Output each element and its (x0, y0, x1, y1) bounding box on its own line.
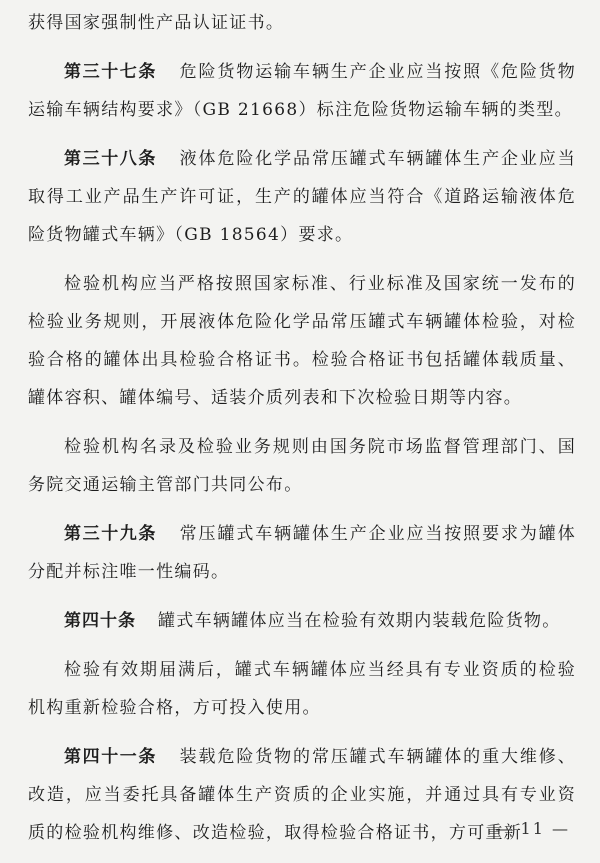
article-38 (28, 140, 576, 254)
article-heading: 第三十八条 (64, 149, 158, 169)
article-40 (28, 602, 576, 640)
paragraph-text: 装载危险货物的常压罐式车辆罐体的重大维修、改造，应当委托具备罐体生产资质的企业实施，并通过具有专业资质的检验机构维修、改造检验，取得检验合格证书，方可重新 (28, 747, 577, 843)
paragraph-continuation (28, 4, 576, 42)
paragraph-text: 检验机构名录及检验业务规则由国务院市场监督管理部门、国务院交通运输主管部门共同公布。 (28, 437, 576, 495)
article-heading: 第四十一条 (64, 747, 158, 767)
article-38-paragraph-3 (28, 428, 576, 504)
paragraph-text: 罐式车辆罐体应当在检验有效期内装载危险货物。 (158, 611, 561, 631)
paragraph-text: 液体危险化学品常压罐式车辆罐体生产企业应当取得工业产品生产许可证，生产的罐体应当符合《道路运输液体危险货物罐式车辆》（GB 18564）要求。 (28, 149, 577, 245)
page-number: — 11 — (495, 819, 570, 838)
paragraph-text: 检验有效期届满后，罐式车辆罐体应当经具有专业资质的检验机构重新检验合格，方可投入使用。 (28, 660, 576, 718)
article-37 (28, 53, 576, 129)
paragraph-text: 获得国家强制性产品认证证书。 (28, 13, 285, 33)
article-heading: 第三十九条 (64, 524, 158, 544)
article-41 (28, 738, 576, 852)
paragraph-text: 常压罐式车辆罐体生产企业应当按照要求为罐体分配并标注唯一性编码。 (28, 524, 577, 582)
body-text (28, 4, 576, 863)
paragraph-text: 检验机构应当严格按照国家标准、行业标准及国家统一发布的检验业务规则，开展液体危险化学品常压罐式车辆罐体检验，对检验合格的罐体出具检验合格证书。检验合格证书包括罐体载质量、罐体容积、罐体编号、适装介质列表和下次检验日期等内容。 (28, 274, 576, 408)
paragraph-text: 危险货物运输车辆生产企业应当按照《危险货物运输车辆结构要求》（GB 21668）标注危险货物运输车辆的类型。 (28, 62, 577, 120)
article-40-paragraph-2 (28, 651, 576, 727)
article-38-paragraph-2 (28, 265, 576, 417)
article-heading: 第四十条 (64, 611, 136, 631)
article-heading: 第三十七条 (64, 62, 158, 82)
article-39 (28, 515, 576, 591)
